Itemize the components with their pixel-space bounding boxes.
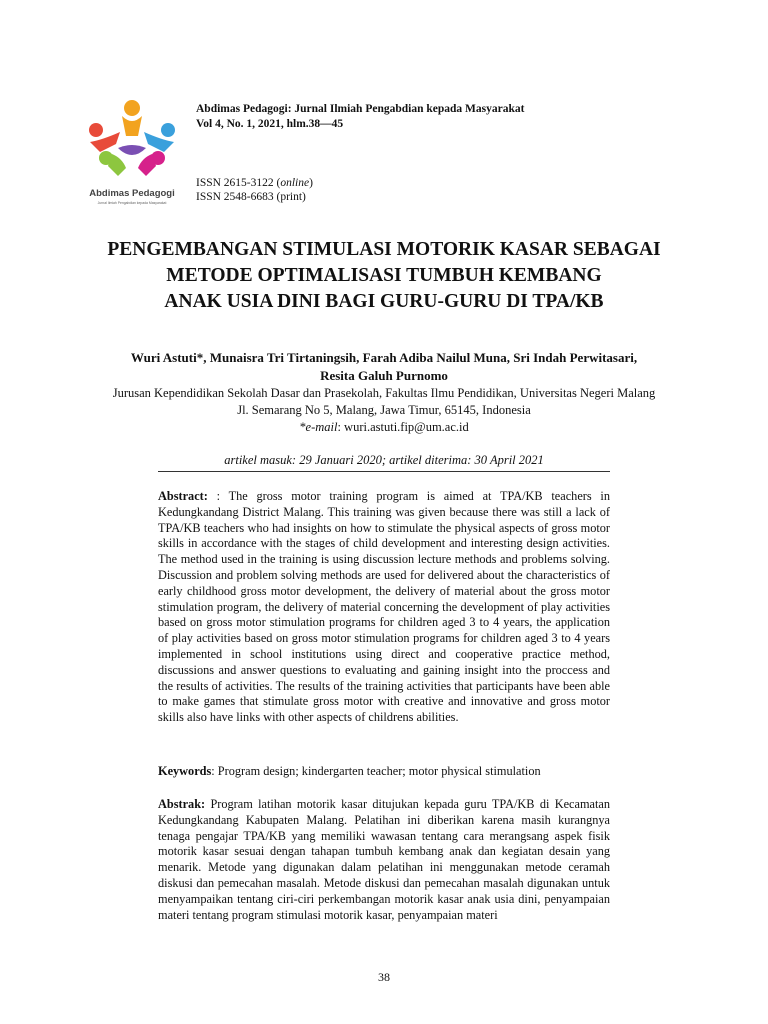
abstract-text: : The gross motor training program is aimed at TPA/KB teachers in Kedungkandang District Malang. This training was given because there was still a lack of TPA/KB teachers who had insights on how to stimulate the physical aspects of gross motor skills in accordance with the stages of child development and interesting design activities. The method used in the training is using discussion lecture methods and problems solving. Discussion and problem solving methods are used for delivered about the characteristics of early childhood gross motor development, the delivery of material about the gross motor stimulation program, the delivery of material concerning the development of play activities based on gross motor stimulation programs for children aged 3 to 4 years, the application of play activities based on gross motor stimulation programs for children aged 3 to 4 years implemented in school institutions using direct and cooperative practice method, discussions and answer questions to evaluating and gaining insight into the proccess and the results of activities. The results of the training activities that participants have been able to make games that stimulate gross motor with creative and innovative and gross motor skills also have links with other aspects of childrens abilities. — [158, 489, 610, 725]
title-line: PENGEMBANGAN STIMULASI MOTORIK KASAR SEBAGAI — [107, 239, 661, 260]
title-line: METODE OPTIMALISASI TUMBUH KEMBANG — [166, 265, 602, 286]
email-label: *e-mail — [299, 420, 338, 434]
header-divider — [158, 471, 610, 472]
abstract-label: Abstract: — [158, 489, 208, 503]
issn-online: ISSN 2615-3122 (online) — [196, 177, 313, 189]
abstract-id — [158, 797, 610, 929]
abstrak-text: Program latihan motorik kasar ditujukan kepada guru TPA/KB di Kecamatan Kedungkandang Kabupaten Malang. Pelatihan ini diberikan karena masih kurangnya tenaga pengajar TPA/KB yang memiliki wawasan tentang cara merangsang aspek fisik motorik kasar sesuai dengan tahapan tumbuh kembang anak dan kegiatan desain yang menarik. Metode yang digunakan dalam pelatihan ini menggunakan metode ceramah diskusi dan pemecahan masalah. Metode diskusi dan pemecahan masalah digunakan untuk menyampaikan tentang ciri-ciri perkembangan motorik kasar anak usia dini, penyampaian materi tentang program stimulasi motorik kasar, penyampaian materi — [158, 797, 610, 922]
issn-print: ISSN 2548-6683 (print) — [196, 191, 306, 203]
logo-title: Abdimas Pedagogi — [89, 188, 175, 199]
journal-logo — [82, 96, 182, 214]
abstract-en — [158, 489, 610, 726]
author-list — [60, 349, 708, 385]
journal-header — [196, 102, 524, 132]
affiliation — [60, 385, 708, 436]
affiliation-line: Jurusan Kependidikan Sekolah Dasar dan Prasekolah, Fakultas Ilmu Pendidikan, Universitas Negeri Malang — [112, 386, 656, 400]
authors-line: Resita Galuh Purnomo — [320, 368, 448, 383]
keywords-label: Keywords — [158, 764, 212, 778]
page-number: 38 — [378, 970, 390, 984]
logo-subtitle: Jurnal Ilmiah Pengabdian kepada Masyarakat — [97, 201, 167, 205]
title-line: ANAK USIA DINI BAGI GURU-GURU DI TPA/KB — [164, 291, 604, 312]
affiliation-line: Jl. Semarang No 5, Malang, Jawa Timur, 65145, Indonesia — [237, 403, 531, 417]
issn-block — [196, 176, 313, 204]
authors-line: Wuri Astuti*, Munaisra Tri Tirtaningsih, Farah Adiba Nailul Muna, Sri Indah Perwitasari, — [130, 350, 638, 365]
keywords-text: : Program design; kindergarten teacher; motor physical stimulation — [211, 764, 541, 778]
paper-title — [60, 237, 708, 315]
email-value: : wuri.astuti.fip@um.ac.id — [337, 420, 469, 434]
keywords — [158, 764, 610, 780]
corresponding-email — [60, 419, 708, 436]
article-dates: artikel masuk: 29 Januari 2020; artikel diterima: 30 April 2021 — [224, 453, 544, 467]
journal-name: Abdimas Pedagogi: Jurnal Ilmiah Pengabdian kepada Masyarakat — [196, 103, 525, 115]
journal-volume: Vol 4, No. 1, 2021, hlm.38—45 — [196, 118, 344, 130]
abstrak-label: Abstrak: — [158, 797, 206, 811]
